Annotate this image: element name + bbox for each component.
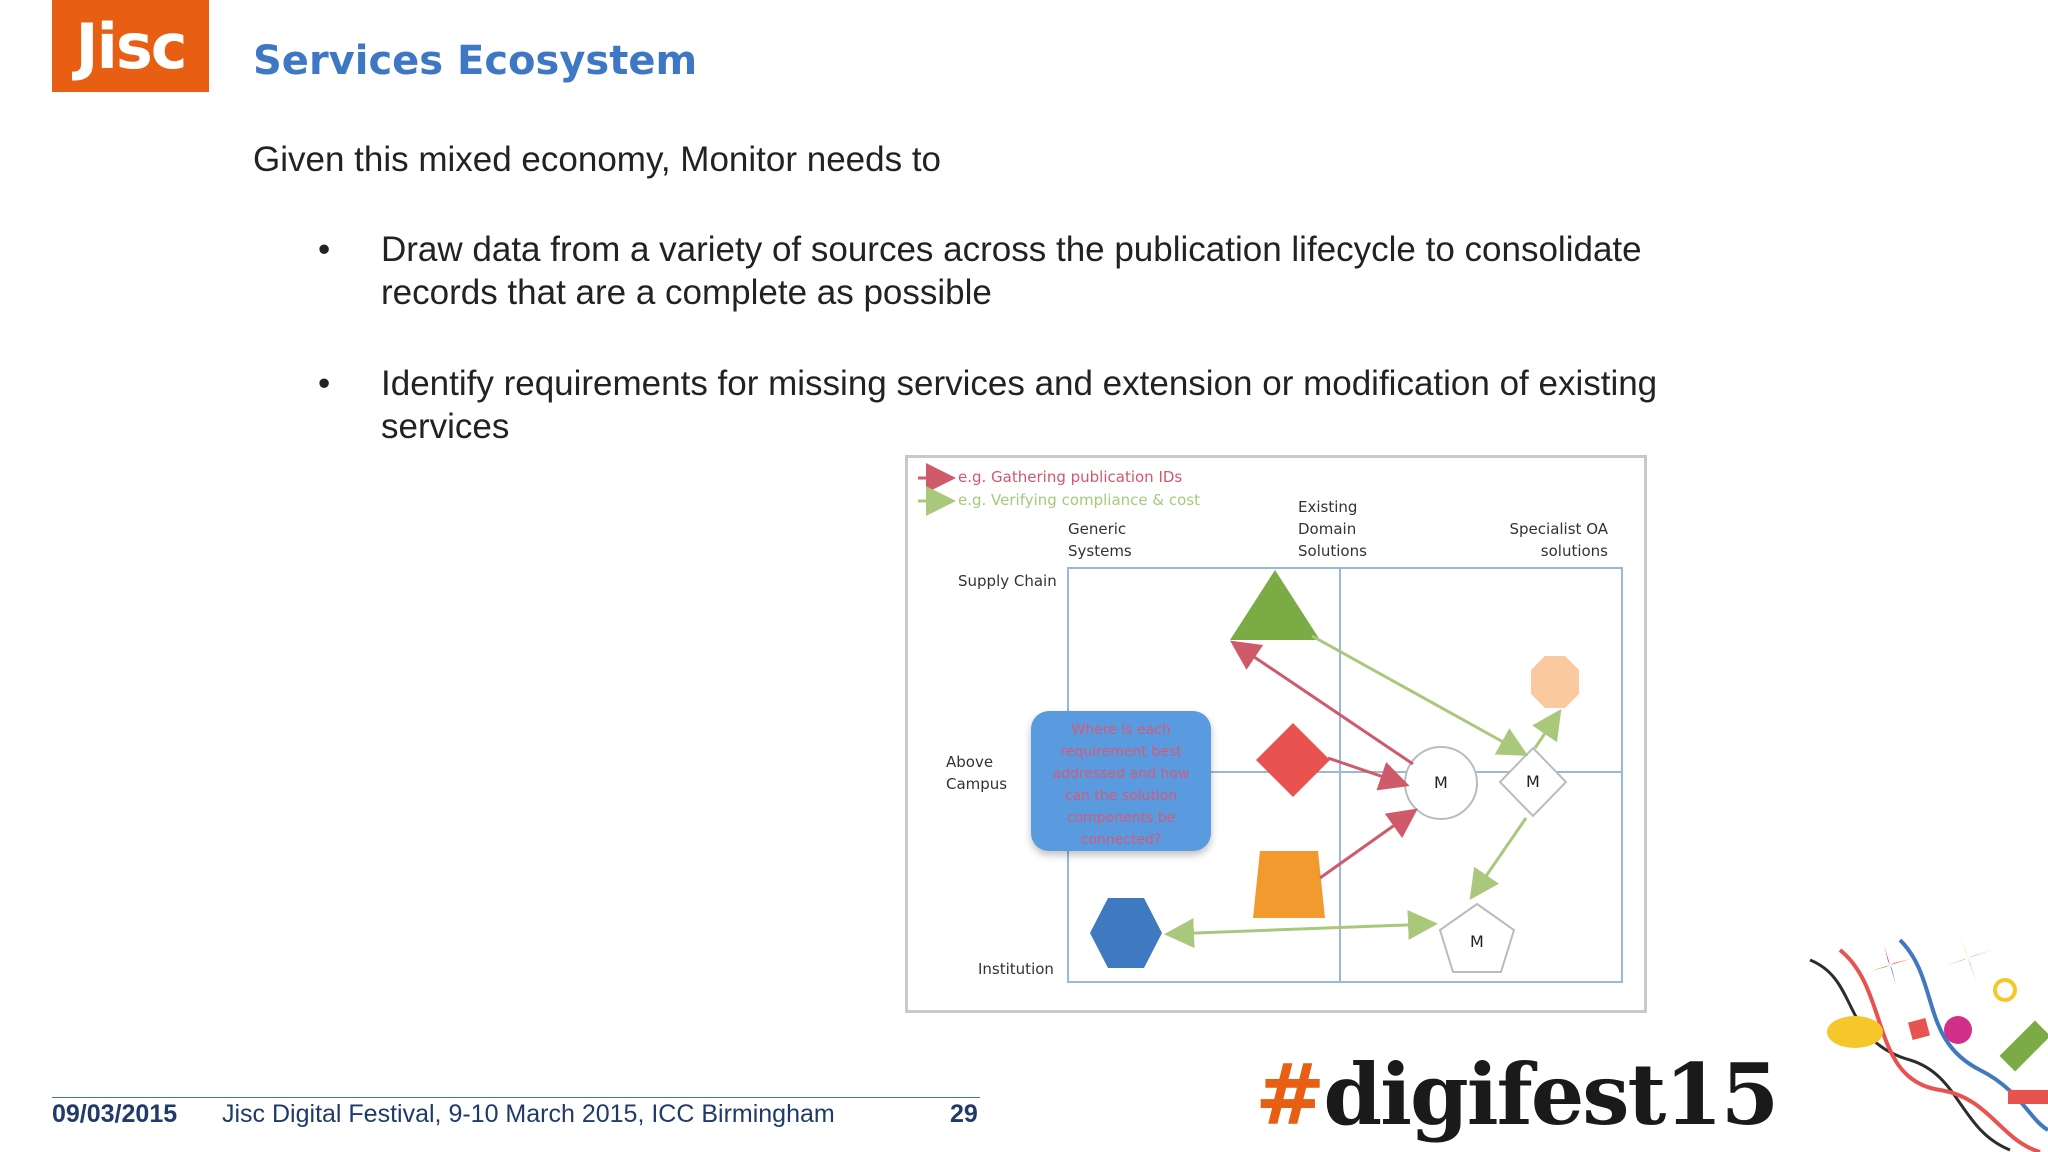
legend-green-label: e.g. Verifying compliance & cost bbox=[958, 491, 1200, 509]
smiley-icon bbox=[1944, 1016, 1972, 1044]
row-label-supply-chain: Supply Chain bbox=[958, 572, 1057, 590]
footer-date: 09/03/2015 bbox=[52, 1100, 178, 1128]
bullet-item bbox=[318, 362, 1698, 448]
bullet-item bbox=[318, 228, 1698, 314]
bullet-dot-icon: • bbox=[318, 364, 331, 403]
monitor-diamond-label: M bbox=[1526, 772, 1540, 791]
column-label-specialist: Specialist OA solutions bbox=[1509, 520, 1608, 560]
green-arrow bbox=[1170, 924, 1432, 934]
octagon-shape bbox=[1531, 656, 1579, 708]
green-arrow bbox=[1473, 818, 1526, 895]
hashtag-text: digifest15 bbox=[1323, 1045, 1778, 1144]
services-ecosystem-diagram bbox=[905, 455, 1647, 1013]
festival-decoration-graphic bbox=[1800, 920, 2048, 1152]
sticker-icon bbox=[1908, 1018, 1930, 1040]
hash-icon: # bbox=[1255, 1045, 1324, 1144]
trapezoid-shape bbox=[1253, 851, 1325, 918]
monitor-circle-label: M bbox=[1434, 773, 1448, 792]
legend-red-label: e.g. Gathering publication IDs bbox=[958, 468, 1183, 486]
column-label-existing: Existing Domain Solutions bbox=[1298, 498, 1367, 560]
column-label-generic: Generic Systems bbox=[1068, 520, 1132, 560]
red-arrow bbox=[1320, 812, 1413, 878]
footer-divider bbox=[52, 1097, 980, 1098]
intro-text: Given this mixed economy, Monitor needs to bbox=[253, 140, 942, 179]
green-arrow bbox=[1535, 714, 1558, 748]
bullet-text: Identify requirements for missing services and extension or modification of existing services bbox=[381, 364, 1658, 446]
footer-event: Jisc Digital Festival, 9-10 March 2015, ICC Birmingham bbox=[222, 1100, 835, 1128]
page-number: 29 bbox=[950, 1100, 978, 1128]
green-arrow bbox=[1312, 636, 1523, 753]
badge-icon bbox=[1827, 1016, 1883, 1048]
digifest-hashtag-logo bbox=[1255, 1045, 1777, 1144]
slide-title: Services Ecosystem bbox=[253, 38, 698, 84]
jisc-logo: Jisc bbox=[52, 0, 209, 92]
pinwheel-icon bbox=[1944, 934, 1992, 982]
diamond-shape bbox=[1256, 723, 1330, 797]
triangle-shape bbox=[1230, 570, 1320, 640]
row-label-institution: Institution bbox=[978, 960, 1054, 978]
bullet-text: Draw data from a variety of sources across the publication lifecycle to consolidate records that are a complete as possible bbox=[381, 230, 1642, 312]
hexagon-shape bbox=[1090, 898, 1162, 968]
pinwheel-icon bbox=[1808, 1070, 1868, 1130]
row-label-above-campus: Above Campus bbox=[946, 753, 1008, 793]
monitor-pentagon-label: M bbox=[1470, 932, 1484, 951]
callout-box: Where is each requirement best addressed and how can the solution components be connected? bbox=[1031, 711, 1211, 851]
pinwheel-icon bbox=[1870, 945, 1910, 985]
sun-icon bbox=[1995, 980, 2015, 1000]
ticket-icon bbox=[2000, 1021, 2048, 1072]
red-arrow bbox=[1235, 644, 1413, 764]
flag-icon bbox=[2008, 1090, 2048, 1104]
bullet-dot-icon: • bbox=[318, 230, 331, 269]
